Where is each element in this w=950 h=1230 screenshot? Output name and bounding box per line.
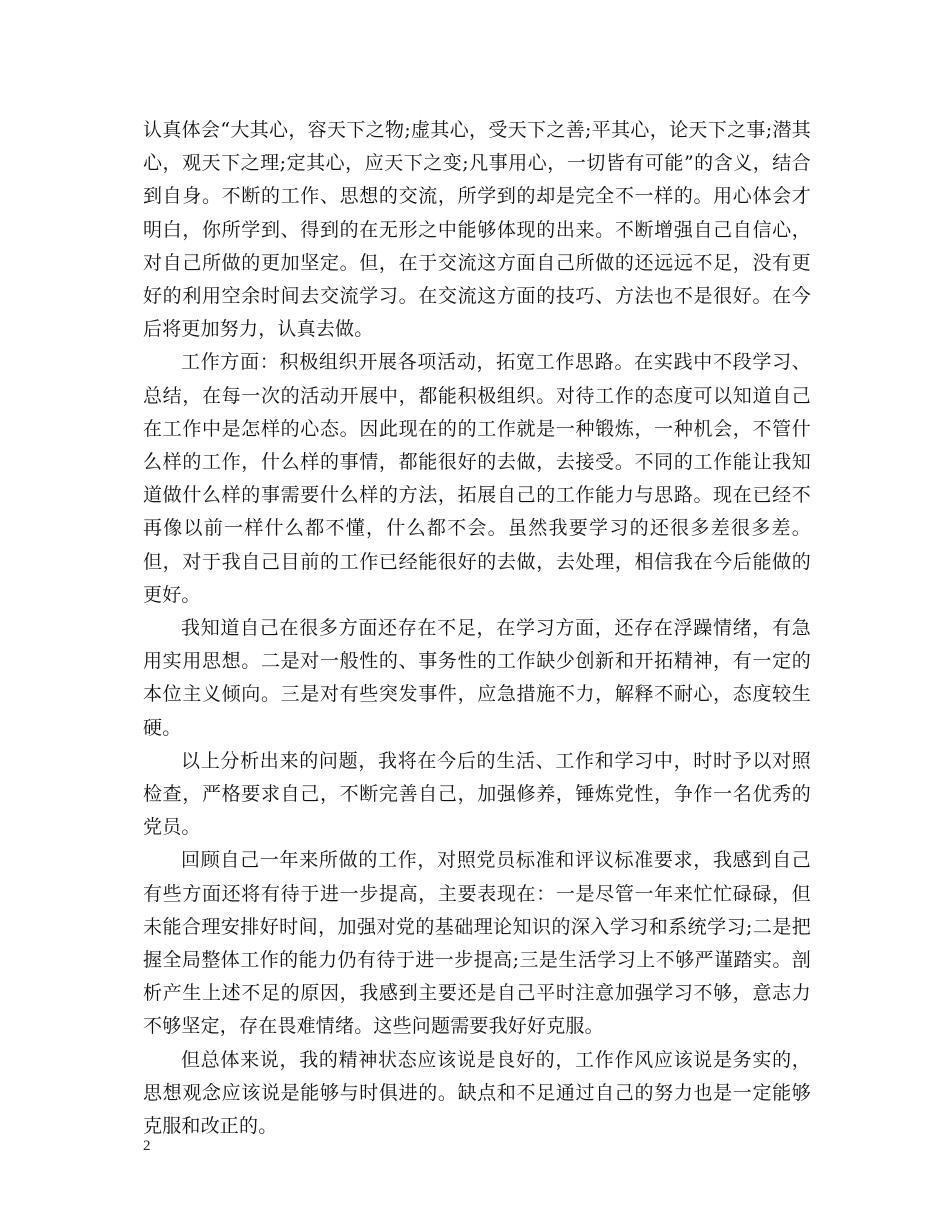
paragraph-5: 回顾自己一年来所做的工作，对照党员标准和评议标准要求，我感到自己有些方面还将有待于进一步提高，主要表现在：一是尽管一年来忙忙碌碌，但未能合理安排好时间，加强对党的基础理论知识的深入学习和系统学习;二是把握全局整体工作的能力仍有待于进一步提高;三是生活学习上不够严谨踏实。剖析产生上述不足的原因，我感到主要还是自己平时注意加强学习不够，意志力不够坚定，存在畏难情绪。这些问题需要我好好克服。: [143, 849, 811, 1038]
paragraph-6: 但总体来说，我的精神状态应该说是良好的，工作作风应该说是务实的，思想观念应该说是能够与时俱进的。缺点和不足通过自己的努力也是一定能够克服和改正的。: [143, 1048, 811, 1138]
paragraph-3: 我知道自己在很多方面还存在不足，在学习方面，还存在浮躁情绪，有急用实用思想。二是对一般性的、事务性的工作缺少创新和开拓精神，有一定的本位主义倾向。三是对有些突发事件，应急措施不力，解释不耐心，态度较生硬。: [143, 617, 811, 739]
body-text: [143, 114, 811, 1143]
paragraph-1: 认真体会“大其心，容天下之物;虚其心，受天下之善;平其心，论天下之事;潜其心，观天下之理;定其心，应天下之变;凡事用心，一切皆有可能”的含义，结合到自身。不断的工作、思想的交流，所学到的却是完全不一样的。用心体会才明白，你所学到、得到的在无形之中能够体现的出来。不断增强自己自信心，对自己所做的更加坚定。但，在于交流这方面自己所做的还远远不足，没有更好的利用空余时间去交流学习。在交流这方面的技巧、方法也不是很好。在今后将更加努力，认真去做。: [143, 119, 811, 341]
paragraph-2: 工作方面：积极组织开展各项活动，拓宽工作思路。在实践中不段学习、总结，在每一次的活动开展中，都能积极组织。对待工作的态度可以知道自己在工作中是怎样的心态。因此现在的的工作就是一种锻炼，一种机会，不管什么样的工作，什么样的事情，都能很好的去做，去接受。不同的工作能让我知道做什么样的事需要什么样的方法，拓展自己的工作能力与思路。现在已经不再像以前一样什么都不懂，什么都不会。虽然我要学习的还很多差很多差。但，对于我自己目前的工作已经能很好的去做，去处理，相信我在今后能做的更好。: [143, 351, 811, 606]
page-number: 2: [143, 1138, 151, 1154]
paragraph-4: 以上分析出来的问题，我将在今后的生活、工作和学习中，时时予以对照检查，严格要求自己，不断完善自己，加强修养，锤炼党性，争作一名优秀的党员。: [143, 749, 811, 839]
